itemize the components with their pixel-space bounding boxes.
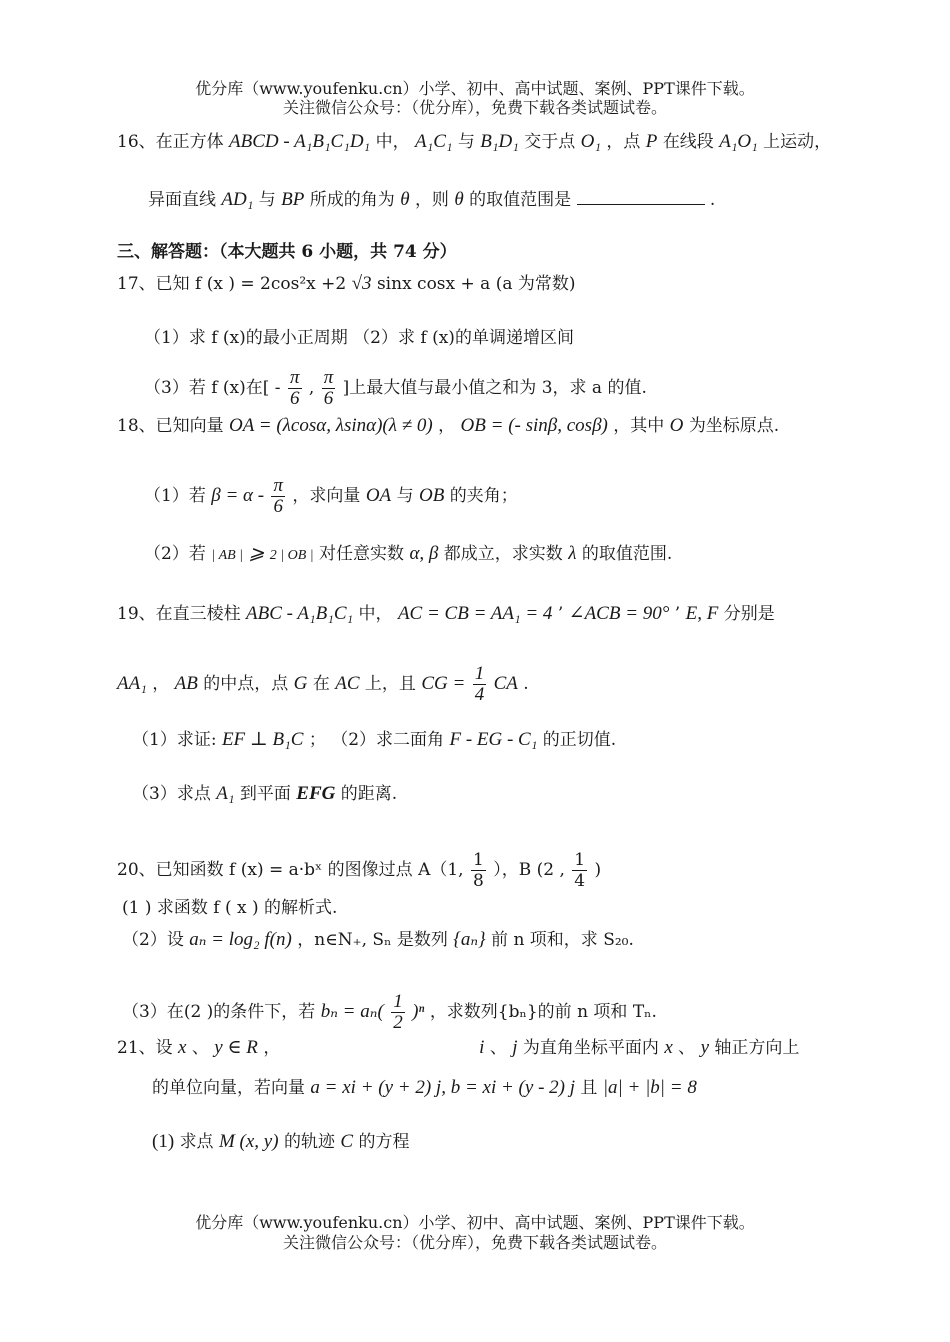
math-expression: OA [365,485,392,506]
text: ，其中 [613,416,665,436]
math-expression: | AB | [211,548,244,563]
text: 异面直线 [148,190,216,210]
numerator: π [289,367,300,388]
text: 18、已知向量 [117,416,224,436]
text: ，求数列{bₙ}的前 n 项和 Tₙ. [429,1002,657,1022]
fraction [271,476,285,517]
text: 为坐标原点. [688,416,780,436]
numerator: 1 [474,663,485,684]
math-expression: EFG [296,783,336,804]
question-21-line-2 [152,1076,697,1100]
text: ’ [674,604,681,624]
text: 都成立，求实数 [443,544,563,564]
text: 且 [580,1078,598,1098]
text: ， [438,416,456,436]
footer-line-2: 关注微信公众号：（优分库），免费下载各类试题试卷。 [282,1233,667,1252]
question-17-part-1-2: （1）求 f (x)的最小正周期 （2）求 f (x)的单调递增区间 [144,328,574,348]
text: （2）若 [144,544,206,564]
math-expression: {aₙ} [453,929,486,950]
question-18-part-1 [144,476,518,517]
question-18-part-2 [144,542,672,568]
math-expression: B₁D₁ [480,131,519,152]
text: 前 n 项和，求 S₂₀. [491,930,634,950]
fraction [288,368,302,409]
fraction [572,850,587,891]
question-20-line-1 [117,850,601,891]
text: （1）求证: [132,730,217,750]
math-expression: ⩾ [248,543,265,564]
text: 为直角坐标平面内 [522,1038,659,1058]
question-17-part-3 [144,368,647,409]
text: 所成的角为 [309,190,395,210]
question-20-part-1: (1 ) 求函数 f ( x ) 的解析式. [122,898,338,918]
text: ，则 [414,190,449,210]
question-19-part-3 [132,782,397,806]
math-expression: G [293,673,308,694]
math-expression: )ⁿ [412,1001,425,1022]
text: ，求向量 [292,486,361,506]
question-20-part-2 [122,928,634,952]
math-expression: AC [335,673,360,694]
text: , [308,378,315,398]
header-line-1: 优分库（www.youfenku.cn）小学、初中、高中试题、案例、PPT课件下载。 [195,79,755,98]
math-expression: A₁ [216,783,235,804]
numerator: π [323,367,334,388]
text: ]上最大值与最小值之和为 3，求 a 的值. [342,378,647,398]
math-expression: AC = CB = AA₁ = 4 [397,603,553,624]
text: 、 [489,1038,507,1058]
text: 中， [358,604,393,624]
text: 分别是 [723,604,775,624]
section-3-title: 三、解答题：（本大题共 6 小题，共 74 分） [117,242,457,262]
text: 的取值范围是 [469,190,572,210]
text: 的方程 [358,1132,410,1152]
question-20-part-3 [122,992,657,1033]
math-expression: EF ⊥ B₁C [221,729,304,750]
text: ，点 [606,132,641,152]
question-17-line-1 [117,272,576,296]
numerator: 1 [574,850,586,870]
text: 与 [396,486,414,506]
question-19-line-1 [117,602,775,626]
denominator: 2 [393,1012,403,1033]
answer-blank[interactable] [577,188,705,205]
text: 求点 [179,1132,214,1152]
math-expression: OA = (λcosα, λsinα)(λ ≠ 0) [229,415,433,436]
math-expression: α, β [409,543,439,564]
text: 的单位向量，若向量 [152,1078,305,1098]
text: ) [594,860,602,880]
text: 交于点 [524,132,576,152]
text: 、 [678,1038,696,1058]
math-expression: (1) [152,1131,175,1152]
text: . [523,674,529,694]
math-expression: ABC - A₁B₁C₁ [246,603,354,624]
text: 对任意实数 [319,544,405,564]
math-expression: AB [174,673,198,694]
math-expression: BP [281,189,305,210]
denominator: 6 [323,388,334,409]
text: 的中点，点 [203,674,289,694]
text: 的距离. [340,784,398,804]
text: 在线段 [662,132,714,152]
text: ），B (2 , [493,860,565,880]
fraction [391,992,405,1033]
text: 与 [457,132,475,152]
question-19-line-2 [117,664,529,705]
math-expression: E, F [685,603,719,624]
math-expression: x [664,1037,673,1058]
text: 21、设 [117,1038,173,1058]
math-expression: P [645,131,658,152]
text: （2）设 [122,930,184,950]
math-expression: ∠ACB = 90° [568,603,670,624]
text: 中， [375,132,410,152]
math-expression: β = α - [211,485,265,506]
question-16-line-1 [117,130,831,154]
math-expression: bₙ = aₙ( [320,1001,384,1022]
text: ’ [557,604,564,624]
text: ， [263,1038,281,1058]
denominator: 8 [472,871,484,891]
denominator: 4 [574,871,586,891]
math-expression: i [479,1037,485,1058]
math-expression: C [340,1131,354,1152]
text: 19、在直三棱柱 [117,604,241,624]
text: 17、已知 f (x ) = 2cos²x +2 [117,274,347,294]
math-expression: AD₁ [221,189,254,210]
math-expression: y [700,1037,709,1058]
text: 轴正方向上 [714,1038,800,1058]
numerator: π [273,475,284,496]
math-expression: CA [493,673,518,694]
math-expression: CG = [421,673,466,694]
fraction [471,850,486,891]
math-expression: y ∈ R [214,1037,258,1058]
math-expression: |a| + |b| = 8 [602,1077,697,1098]
question-21-line-3 [152,1130,409,1154]
numerator: 1 [393,991,403,1012]
text: （3）在(2 )的条件下，若 [122,1002,316,1022]
math-expression: M (x, y) [218,1131,279,1152]
math-expression: F - EG - C₁ [449,729,538,750]
question-18-line-1 [117,414,779,438]
math-expression: √3 [351,273,372,294]
text: ； （2）求二面角 [308,730,445,750]
math-expression: O [669,415,684,436]
question-21-line-1 [117,1036,799,1060]
text: 20、已知函数 f (x) = a·bˣ 的图像过点 A（1, [117,860,464,880]
math-expression: A₁O₁ [719,131,758,152]
math-expression: OB [418,485,445,506]
math-expression: A₁C₁ [414,131,453,152]
question-19-part-1-2 [132,728,616,752]
math-expression: O₁ [580,131,601,152]
text: 的夹角； [449,486,518,506]
math-expression: OB = (- sinβ, cosβ) [460,415,608,436]
text: 的取值范围. [581,544,673,564]
math-expression: x [178,1037,187,1058]
text: sinx cosx + a (a 为常数) [376,274,576,294]
header-line-2: 关注微信公众号：（优分库），免费下载各类试题试卷。 [282,98,667,117]
numerator: 1 [472,850,484,870]
footer-line-1: 优分库（www.youfenku.cn）小学、初中、高中试题、案例、PPT课件下载。 [195,1213,755,1232]
math-expression: 2 | OB | [269,548,314,563]
text: 到平面 [239,784,291,804]
math-expression: a = xi + (y + 2) j, b = xi + (y - 2) j [310,1077,575,1098]
question-16-line-2 [148,188,715,212]
text: 上，且 [364,674,416,694]
denominator: 6 [273,496,283,517]
text: （3）若 f (x)在[ - [144,378,281,398]
math-expression: θ [400,189,410,210]
text: 的轨迹 [283,1132,335,1152]
fraction [322,368,336,409]
text: 16、在正方体 [117,132,224,152]
math-expression: λ [568,543,577,564]
text: 上运动， [763,132,832,152]
text: 、 [191,1038,209,1058]
math-expression: ABCD - A₁B₁C₁D₁ [229,131,371,152]
text: （3）求点 [132,784,211,804]
math-expression: aₙ = log₂ f(n) [189,929,292,950]
fraction [473,664,487,705]
denominator: 6 [289,388,300,409]
text: ，n∈N₊, Sₙ 是数列 [297,930,448,950]
text: 与 [258,190,276,210]
math-expression: j [512,1037,518,1058]
denominator: 4 [474,684,485,705]
text: 在 [312,674,330,694]
text: （1）若 [144,486,206,506]
math-expression: θ [454,189,464,210]
text: 的正切值. [542,730,617,750]
text: . [709,190,716,210]
text: ， [152,674,170,694]
math-expression: AA₁ [117,673,147,694]
